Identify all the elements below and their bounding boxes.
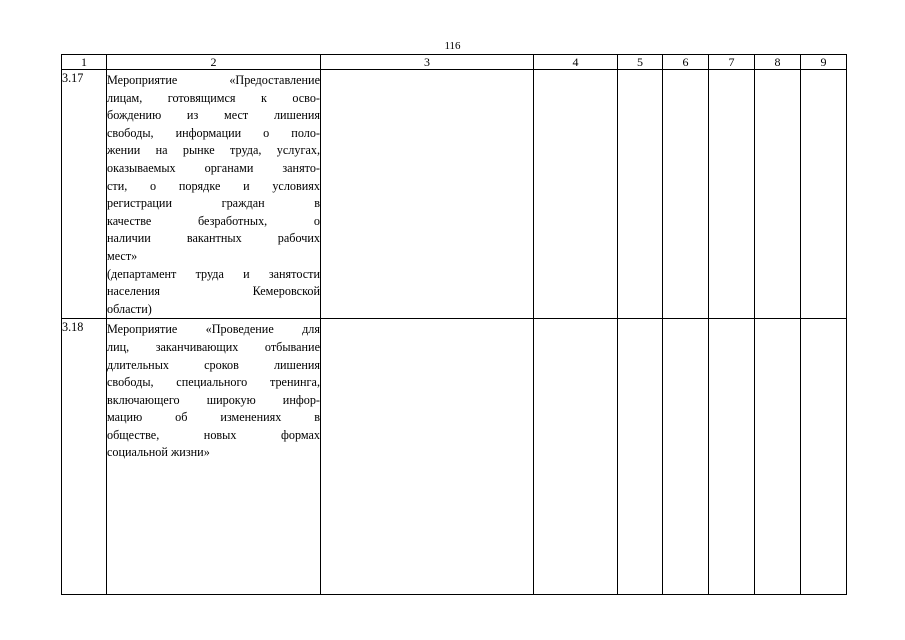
description-line: свободы, специального тренинга, bbox=[107, 375, 320, 390]
empty-cell bbox=[321, 319, 534, 595]
description-line: лиц, заканчивающих отбывание bbox=[107, 339, 320, 354]
description-line: жении на рынке труда, услугах, bbox=[107, 143, 320, 158]
empty-cell bbox=[618, 319, 663, 595]
empty-cell bbox=[709, 70, 755, 319]
description-line: включающего широкую инфор- bbox=[107, 392, 320, 407]
empty-cell bbox=[755, 319, 801, 595]
measure-description-cell bbox=[107, 70, 321, 319]
column-header-7: 7 bbox=[709, 55, 755, 70]
description-line: качестве безработных, о bbox=[107, 213, 320, 228]
description-line: обществе, новых формах bbox=[107, 427, 320, 442]
column-header-2: 2 bbox=[107, 55, 321, 70]
description-line: лицам, готовящимся к осво- bbox=[107, 90, 320, 105]
empty-cell bbox=[663, 70, 709, 319]
measure-description bbox=[107, 70, 320, 318]
column-header-9: 9 bbox=[801, 55, 847, 70]
column-header-3: 3 bbox=[321, 55, 534, 70]
empty-cell bbox=[321, 70, 534, 319]
empty-cell bbox=[755, 70, 801, 319]
description-line: наличии вакантных рабочих bbox=[107, 231, 320, 246]
measure-description-cell bbox=[107, 319, 321, 595]
description-line: мест» bbox=[107, 248, 138, 263]
description-line: населения Кемеровской bbox=[107, 284, 320, 299]
column-header-1: 1 bbox=[62, 55, 107, 70]
description-line: бождению из мест лишения bbox=[107, 108, 320, 123]
empty-cell bbox=[801, 70, 847, 319]
description-line: регистрации граждан в bbox=[107, 196, 320, 211]
description-line: свободы, информации о поло- bbox=[107, 125, 320, 140]
page-number: 116 bbox=[444, 40, 461, 52]
row-number-cell: 3.17 bbox=[62, 70, 107, 319]
description-line: Мероприятие «Предоставление bbox=[107, 73, 320, 87]
table-row bbox=[62, 319, 847, 595]
column-header-8: 8 bbox=[755, 55, 801, 70]
column-header-5: 5 bbox=[618, 55, 663, 70]
description-line: социальной жизни» bbox=[107, 445, 210, 460]
column-header-6: 6 bbox=[663, 55, 709, 70]
empty-cell bbox=[663, 319, 709, 595]
empty-cell bbox=[618, 70, 663, 319]
measure-description bbox=[107, 319, 320, 462]
description-line: оказываемых органами занято- bbox=[107, 160, 320, 175]
description-line: сти, о порядке и условиях bbox=[107, 178, 320, 193]
empty-cell bbox=[709, 319, 755, 595]
column-header-4: 4 bbox=[534, 55, 618, 70]
empty-cell bbox=[801, 319, 847, 595]
header-row bbox=[62, 55, 847, 70]
empty-cell bbox=[534, 70, 618, 319]
description-line: мацию об изменениях в bbox=[107, 410, 320, 425]
table-row bbox=[62, 70, 847, 319]
row-number-cell: 3.18 bbox=[62, 319, 107, 595]
description-line: (департамент труда и занятости bbox=[107, 266, 320, 281]
document-table bbox=[61, 54, 847, 595]
description-line: Мероприятие «Проведение для bbox=[107, 322, 320, 337]
description-line: длительных сроков лишения bbox=[107, 357, 320, 372]
empty-cell bbox=[534, 319, 618, 595]
description-line: области) bbox=[107, 301, 152, 316]
